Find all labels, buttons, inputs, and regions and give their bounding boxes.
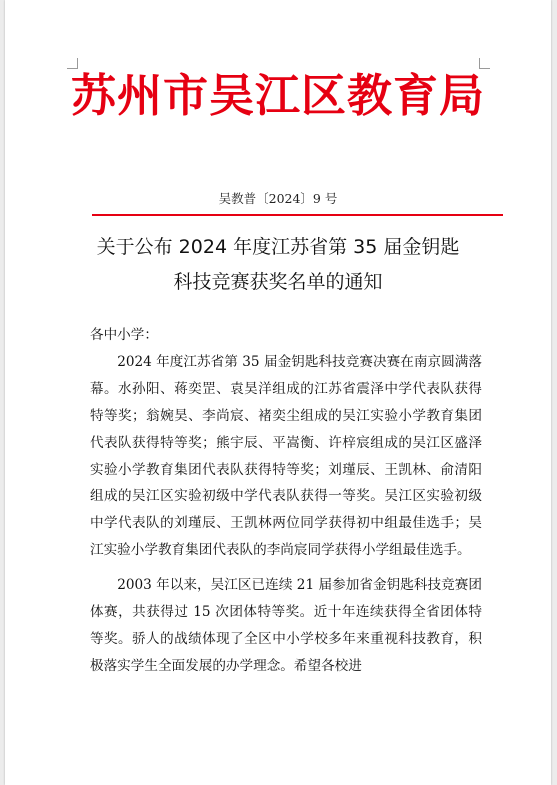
notice-body xyxy=(90,322,482,680)
issuing-authority-title: 苏州市吴江区教育局 xyxy=(70,69,485,122)
notice-title-line-2: 科技竞赛获奖名单的通知 xyxy=(173,271,383,293)
document-number: 吴教普〔2024〕9 号 xyxy=(218,191,338,206)
notice-title xyxy=(5,230,551,300)
document-page xyxy=(5,0,551,785)
notice-title-line-1: 关于公布 2024 年度江苏省第 35 届金钥匙 xyxy=(96,236,460,258)
body-paragraph-2: 2003 年以来，吴江区已连续 21 届参加省金钥匙科技竞赛团体赛，共获得过 15 次团体特等奖。近十年连续获得全省团体特等奖。骄人的战绩体现了全区中小学校多年来重视科技教育，积极落实学生全面发展的办学理念。希望各校进 xyxy=(90,577,482,674)
red-separator-line xyxy=(92,214,503,216)
salutation: 各中小学： xyxy=(90,327,158,343)
body-paragraph-1: 2024 年度江苏省第 35 届金钥匙科技竞赛决赛在南京圆满落幕。水孙阳、蒋奕罡、袁昊洋组成的江苏省震泽中学代表队获得特等奖；翁婉昊、李尚宸、褚奕尘组成的吴江实验小学教育集团代表队获得特等奖；熊宇辰、平嵩衡、许梓宸组成的吴江区盛泽实验小学教育集团代表队获得特等奖；刘瑾辰、王凯林、俞清阳组成的吴江区实验初级中学代表队获得一等奖。吴江区实验初级中学代表队的刘瑾辰、王凯林两位同学获得初中组最佳选手；吴江实验小学教育集团代表队的李尚宸同学获得小学组最佳选手。 xyxy=(90,353,482,559)
